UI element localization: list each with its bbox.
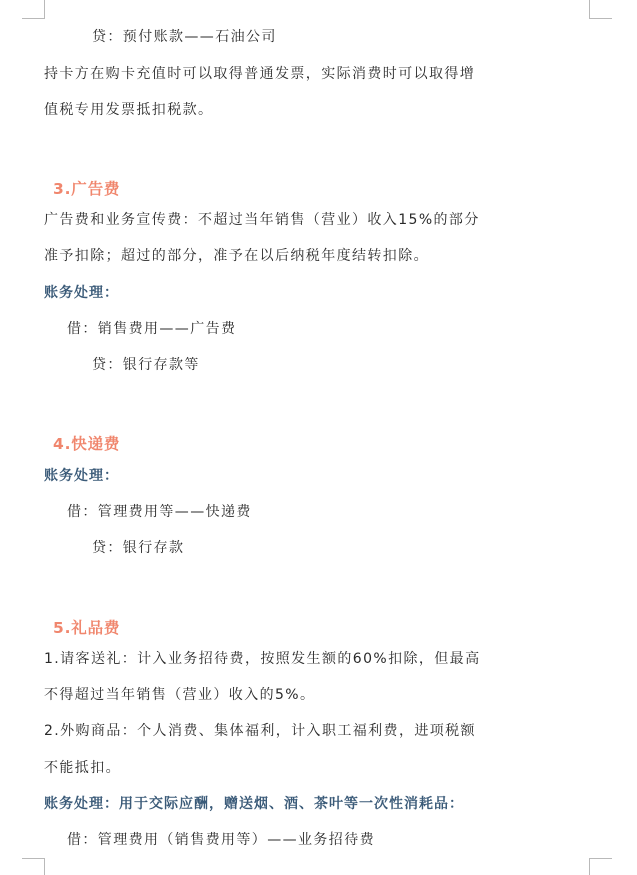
accounting-treatment-label: 账务处理：用于交际应酬，赠送烟、酒、茶叶等一次性消耗品： (44, 796, 464, 812)
accounting-treatment-label: 账务处理： (44, 285, 119, 301)
journal-debit-line: 借：管理费用等——快递费 (67, 504, 252, 520)
journal-debit-line: 借：管理费用（销售费用等）——业务招待费 (67, 832, 375, 848)
body-text-line: 不能抵扣。 (44, 760, 121, 776)
accounting-treatment-label: 账务处理： (44, 468, 119, 484)
section-heading-gifts: 5.礼品费 (53, 619, 121, 637)
journal-credit-line: 贷：银行存款 (92, 540, 185, 556)
body-text-line: 持卡方在购卡充值时可以取得普通发票，实际消费时可以取得增 (44, 66, 476, 82)
section-heading-express: 4.快递费 (53, 435, 121, 453)
body-text-line: 准予扣除；超过的部分，准予在以后纳税年度结转扣除。 (44, 248, 429, 264)
body-text-line: 2.外购商品：个人消费、集体福利，计入职工福利费，进项税额 (44, 723, 476, 739)
page-corner-mark-bottom-left (22, 858, 45, 875)
body-text-line: 广告费和业务宣传费：不超过当年销售（营业）收入15%的部分 (44, 212, 480, 228)
body-text-line: 值税专用发票抵扣税款。 (44, 102, 214, 118)
journal-credit-line-prepaid: 贷：预付账款——石油公司 (92, 29, 277, 45)
section-heading-advertising: 3.广告费 (53, 180, 121, 198)
journal-debit-line: 借：销售费用——广告费 (67, 321, 237, 337)
page-corner-mark-bottom-right (589, 858, 612, 875)
page-corner-mark-top-left (22, 0, 45, 19)
journal-credit-line: 贷：银行存款等 (92, 357, 200, 373)
body-text-line: 1.请客送礼：计入业务招待费，按照发生额的60%扣除，但最高 (44, 651, 481, 667)
body-text-line: 不得超过当年销售（营业）收入的5%。 (44, 687, 316, 703)
page-corner-mark-top-right (589, 0, 612, 19)
